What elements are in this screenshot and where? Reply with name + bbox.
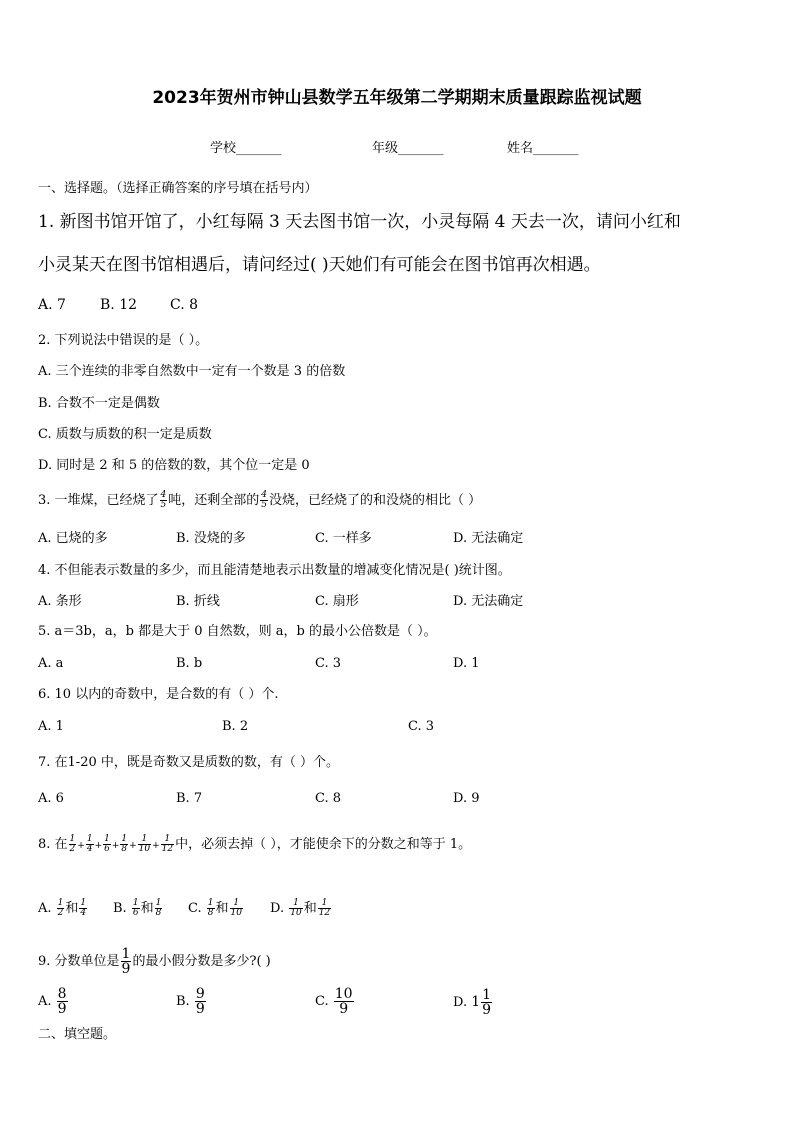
q8-suffix: 中，必须去掉（ ），才能使余下的分数之和等于 1。 <box>175 837 472 852</box>
q9-text-1: 9. 分数单位是 <box>38 954 120 969</box>
q6-option-b[interactable]: B. 2 <box>222 719 249 734</box>
q8-term-4: $\frac{1}{8}$ <box>121 834 128 854</box>
q8-plus: + <box>77 841 85 851</box>
q1-option-c[interactable]: C. 8 <box>170 297 199 313</box>
school-field[interactable]: 学校_______ <box>210 141 282 156</box>
q8-plus: + <box>111 841 120 851</box>
q8-option-b[interactable]: B. $\frac{1}{6}$ 和 $\frac{1}{8}$ <box>113 898 162 918</box>
q5-stem: 5. a＝3b，a，b 都是大于 0 自然数，则 a，b 的最小公倍数是（ ）。 <box>38 624 437 639</box>
q2-option-a[interactable]: A. 三个连续的非零自然数中一定有一个数是 3 的倍数 <box>38 364 346 379</box>
q4-option-a[interactable]: A. 条形 <box>38 594 82 609</box>
q3-option-b[interactable]: B. 没烧的多 <box>176 531 246 546</box>
q3-stem <box>38 486 481 516</box>
q8-plus: + <box>129 841 137 851</box>
q3-option-d[interactable]: D. 无法确定 <box>453 531 524 546</box>
q9-fraction: $\frac{1}{9}$ <box>121 946 131 977</box>
q8-term-5: $\frac{1}{10}$ <box>138 834 151 854</box>
q1-option-a[interactable]: A. 7 <box>38 297 66 313</box>
q8-option-c[interactable]: C. $\frac{1}{8}$ 和 $\frac{1}{10}$ <box>188 898 242 918</box>
q5-option-c[interactable]: C. 3 <box>315 656 342 671</box>
grade-field[interactable]: 年级_______ <box>372 141 444 156</box>
q3-fraction-1: $\frac{4}{5}$ <box>160 490 167 510</box>
q8-term-2: $\frac{1}{4}$ <box>86 834 93 854</box>
q4-option-c[interactable]: C. 扇形 <box>315 594 359 609</box>
q1-line2: 小灵某天在图书馆相遇后，请问经过( )天她们有可能会在图书馆再次相遇。 <box>38 255 601 275</box>
q9-option-c[interactable]: C. $\frac{10}{9}$ <box>315 986 353 1017</box>
q8-term-6: $\frac{1}{12}$ <box>161 834 174 854</box>
q3-option-a[interactable]: A. 已烧的多 <box>38 531 108 546</box>
q8-plus: + <box>94 841 103 851</box>
q7-option-a[interactable]: A. 6 <box>38 791 64 806</box>
q3-text-3: 没烧，已经烧了的和没烧的相比（ ） <box>269 493 482 508</box>
q9-option-b[interactable]: B. $\frac{9}{9}$ <box>176 986 205 1017</box>
q5-option-a[interactable]: A. a <box>38 656 64 671</box>
q8-term-1: $\frac{1}{2}$ <box>69 834 76 854</box>
q3-text-1: 3. 一堆煤，已经烧了 <box>38 493 159 508</box>
q6-stem: 6. 10 以内的奇数中，是合数的有（ ）个. <box>38 687 279 702</box>
q8-plus: + <box>152 841 160 851</box>
q7-stem: 7. 在1-20 中，既是奇数又是质数的数，有（ ）个。 <box>38 755 340 770</box>
q3-fraction-2: $\frac{4}{5}$ <box>261 490 268 510</box>
name-field[interactable]: 姓名_______ <box>507 141 579 156</box>
q2-option-c[interactable]: C. 质数与质数的积一定是质数 <box>38 427 212 442</box>
q5-option-b[interactable]: B. b <box>176 656 203 671</box>
q8-stem <box>38 830 471 861</box>
q2-stem: 2. 下列说法中错误的是（ ）。 <box>38 333 209 348</box>
q8-option-d[interactable]: D. $\frac{1}{10}$ 和 $\frac{1}{12}$ <box>270 898 331 918</box>
q6-option-c[interactable]: C. 3 <box>408 719 435 734</box>
q2-option-b[interactable]: B. 合数不一定是偶数 <box>38 396 160 411</box>
q9-text-2: 的最小假分数是多少?( ) <box>132 954 271 969</box>
q2-option-d[interactable]: D. 同时是 2 和 5 的倍数的数，其个位一定是 0 <box>38 458 310 473</box>
q7-option-d[interactable]: D. 9 <box>453 791 480 806</box>
q9-option-d[interactable]: D. 1 $\frac{1}{9}$ <box>453 987 492 1018</box>
section-1-heading: 一、选择题。（选择正确答案的序号填在括号内） <box>38 181 318 196</box>
q8-prefix: 8. 在 <box>38 837 68 852</box>
q8-option-a[interactable]: A. $\frac{1}{2}$ 和 $\frac{1}{4}$ <box>38 898 87 918</box>
q7-option-b[interactable]: B. 7 <box>176 791 203 806</box>
q9-stem <box>38 946 271 978</box>
q5-option-d[interactable]: D. 1 <box>453 656 480 671</box>
q6-option-a[interactable]: A. 1 <box>38 719 64 734</box>
q4-stem: 4. 不但能表示数量的多少，而且能清楚地表示出数量的增减变化情况是( )统计图。 <box>38 563 511 578</box>
q4-option-d[interactable]: D. 无法确定 <box>453 594 524 609</box>
q3-option-c[interactable]: C. 一样多 <box>315 531 372 546</box>
q3-text-2: 吨，还剩全部的 <box>168 493 260 508</box>
q1-line1: 1. 新图书馆开馆了，小红每隔 3 天去图书馆一次，小灵每隔 4 天去一次，请问小红和 <box>38 212 681 232</box>
q8-term-3: $\frac{1}{6}$ <box>104 834 110 854</box>
q9-option-a[interactable]: A. $\frac{8}{9}$ <box>38 986 67 1017</box>
q1-option-b[interactable]: B. 12 <box>100 297 138 313</box>
section-2-heading: 二、填空题。 <box>38 1027 117 1042</box>
page-title: 2023年贺州市钟山县数学五年级第二学期期末质量跟踪监视试题 <box>152 88 642 108</box>
q4-option-b[interactable]: B. 折线 <box>176 594 220 609</box>
q7-option-c[interactable]: C. 8 <box>315 791 342 806</box>
